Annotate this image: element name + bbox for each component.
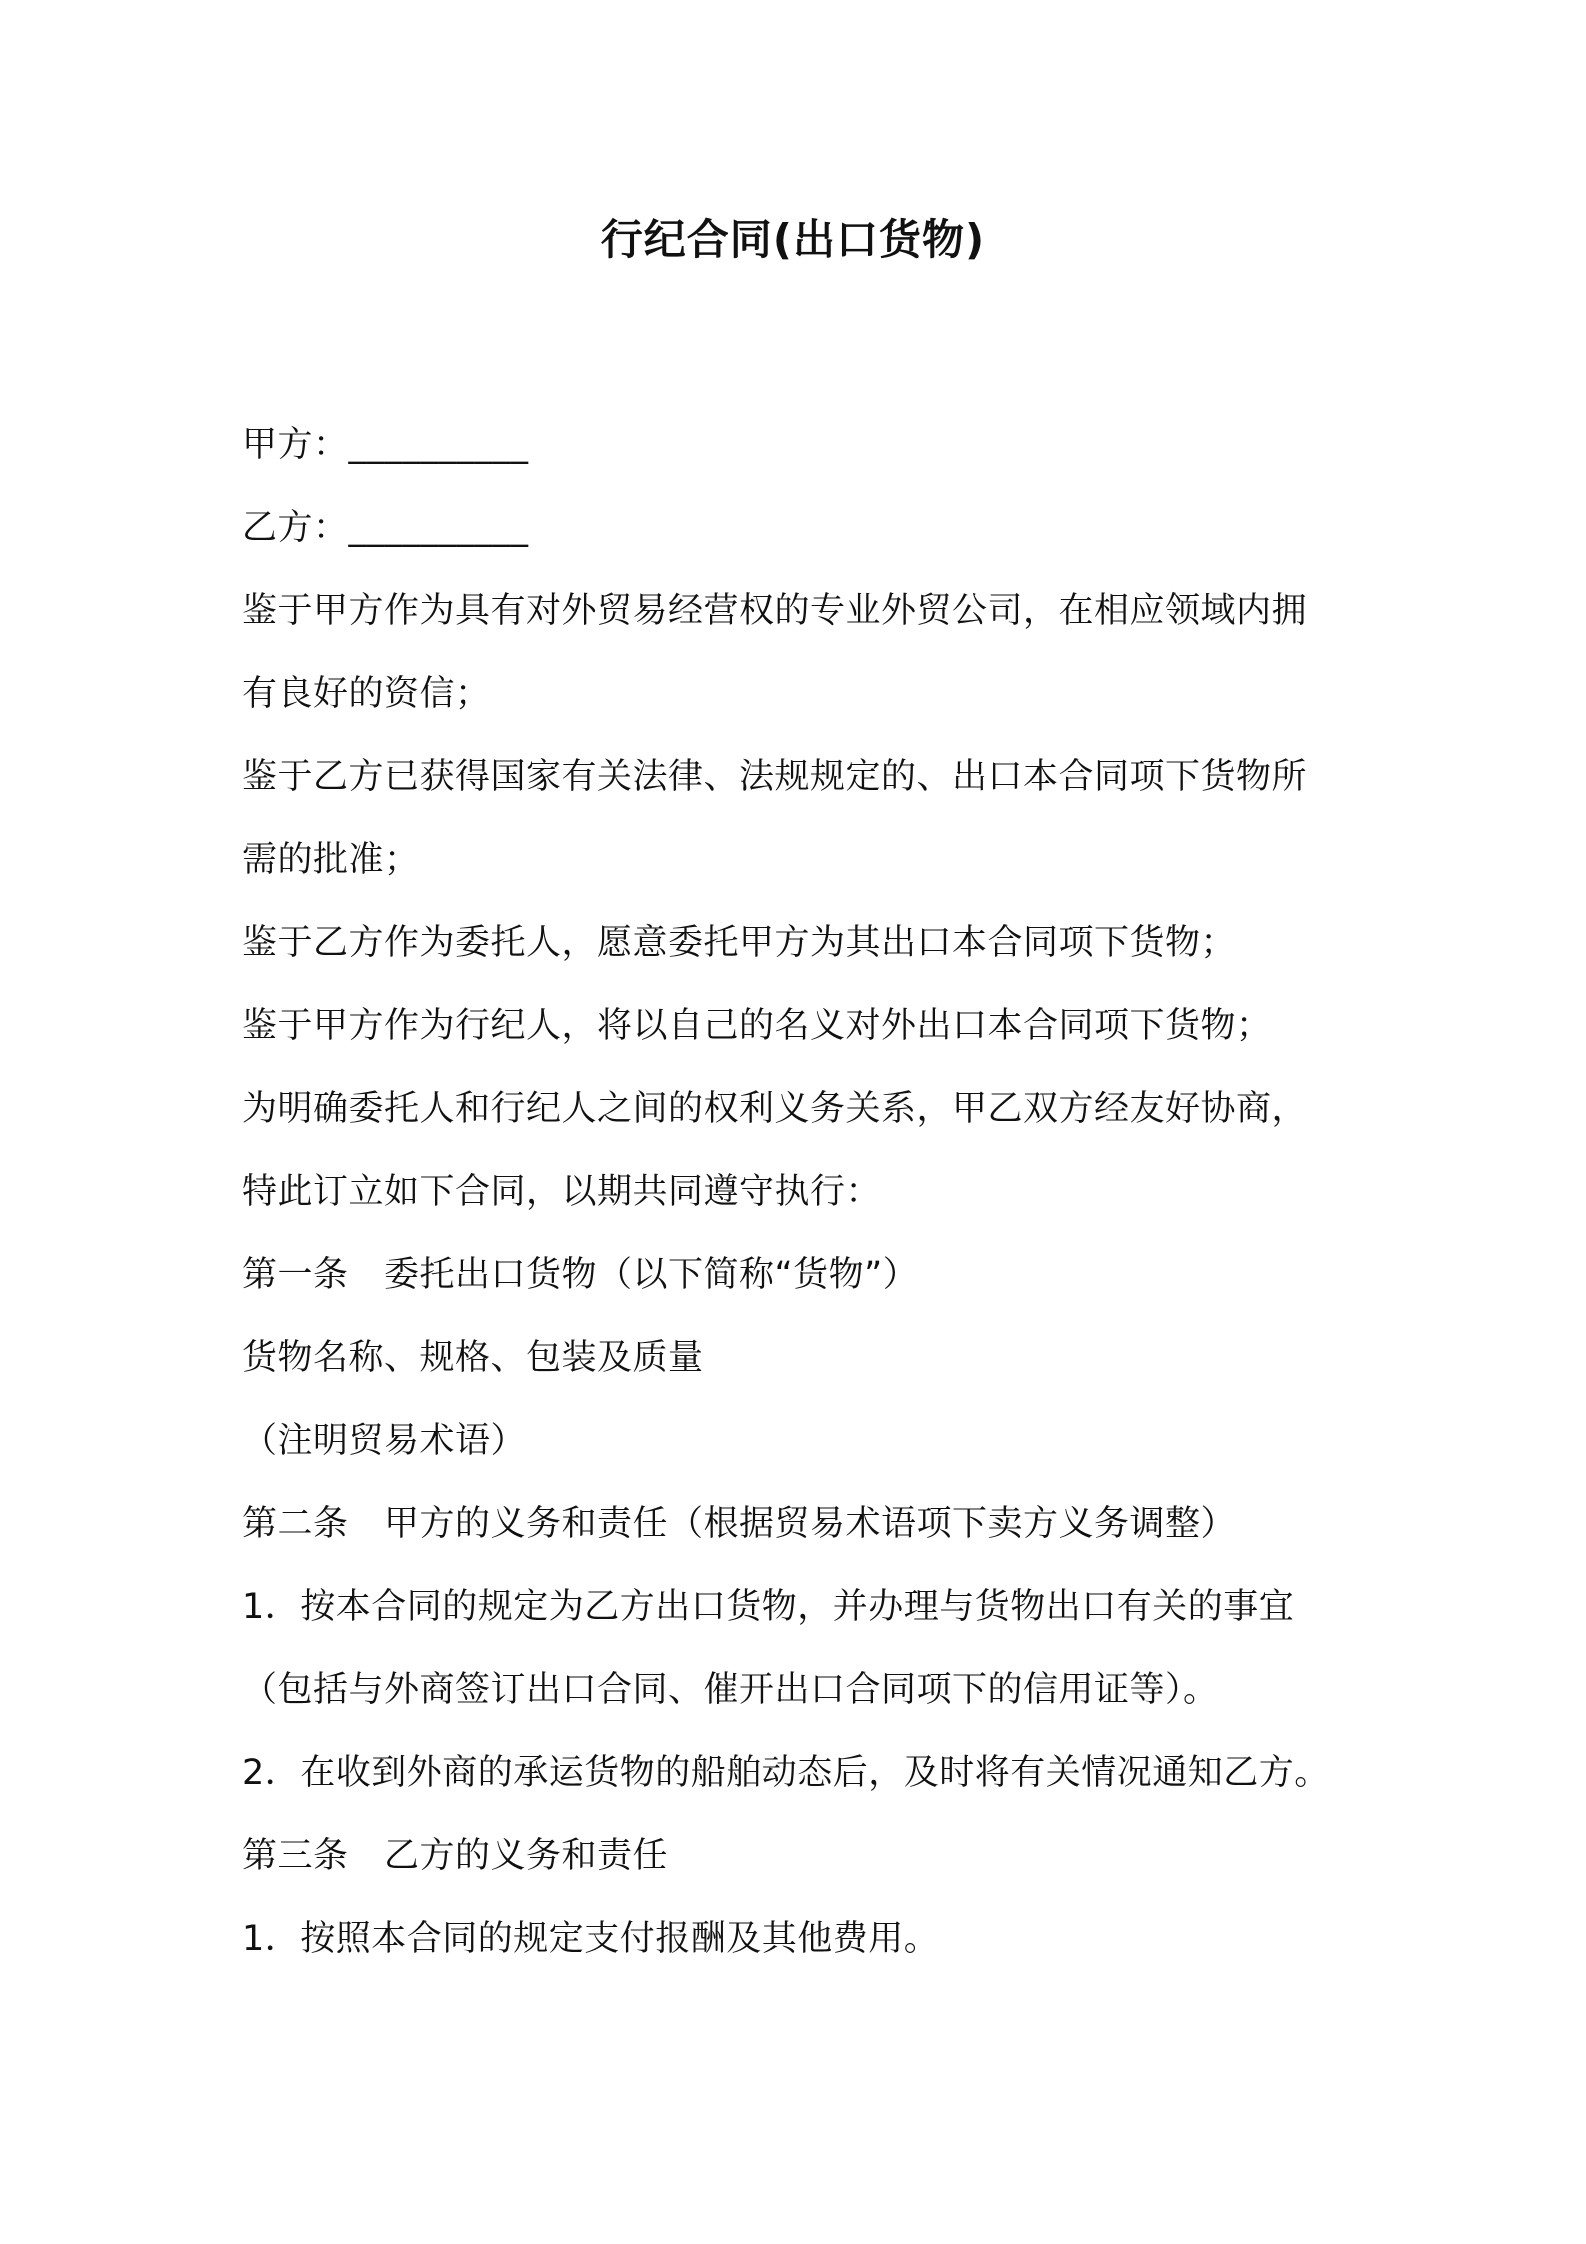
recital-line: 鉴于甲方作为行纪人，将以自己的名义对外出口本合同项下货物； xyxy=(242,1006,1272,1046)
article-heading: 第一条 委托出口货物（以下简称“货物”） xyxy=(242,1255,919,1295)
document-body xyxy=(242,404,1382,1981)
recital-line: 特此订立如下合同，以期共同遵守执行： xyxy=(242,1172,882,1212)
article-heading: 第三条 乙方的义务和责任 xyxy=(242,1836,669,1876)
recital-line: 有良好的资信； xyxy=(242,674,491,714)
article-text: （注明贸易术语） xyxy=(242,1421,527,1461)
recital-line: 鉴于乙方已获得国家有关法律、法规规定的、出口本合同项下货物所 xyxy=(242,757,1308,797)
document-title: 行纪合同(出口货物) xyxy=(600,215,986,264)
clause-text: 2．在收到外商的承运货物的船舶动态后，及时将有关情况通知乙方。 xyxy=(242,1753,1330,1793)
party-b-line: 乙方：__________ xyxy=(242,508,529,548)
recital-line: 需的批准； xyxy=(242,840,420,880)
recital-line: 鉴于乙方作为委托人，愿意委托甲方为其出口本合同项下货物； xyxy=(242,923,1237,963)
recital-line: 鉴于甲方作为具有对外贸易经营权的专业外贸公司，在相应领域内拥 xyxy=(242,591,1308,631)
clause-text: 1．按本合同的规定为乙方出口货物，并办理与货物出口有关的事宜 xyxy=(242,1587,1295,1627)
clause-text: 1．按照本合同的规定支付报酬及其他费用。 xyxy=(242,1919,940,1959)
article-heading: 第二条 甲方的义务和责任（根据贸易术语项下卖方义务调整） xyxy=(242,1504,1237,1544)
recital-line: 为明确委托人和行纪人之间的权利义务关系，甲乙双方经友好协商， xyxy=(242,1089,1308,1129)
party-a-line: 甲方：__________ xyxy=(242,425,529,465)
article-text: 货物名称、规格、包装及质量 xyxy=(242,1338,704,1378)
clause-text: （包括与外商签订出口合同、催开出口合同项下的信用证等）。 xyxy=(242,1670,1219,1710)
